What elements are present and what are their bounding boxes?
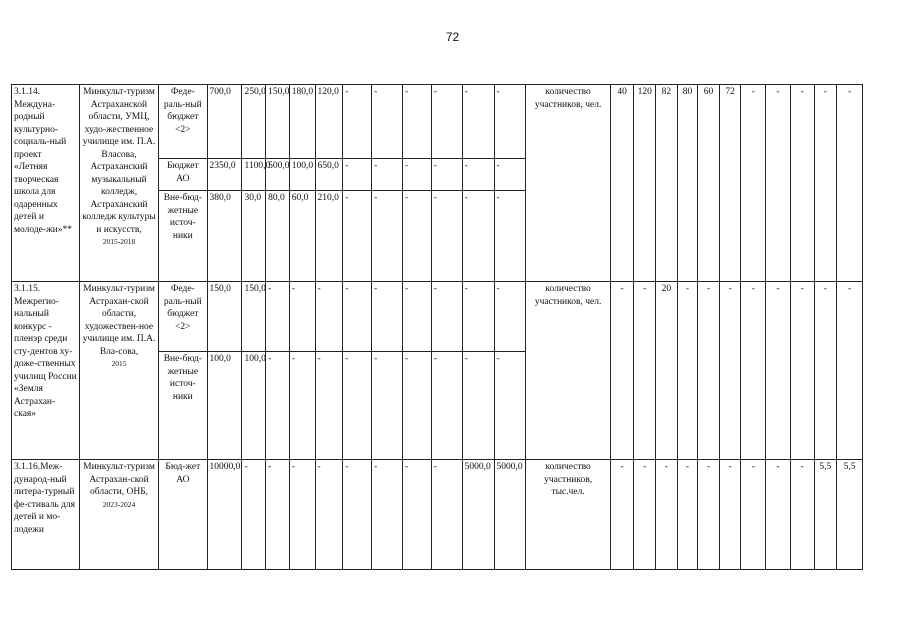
funding-value: - xyxy=(494,191,526,282)
funding-value: - xyxy=(289,282,315,352)
indicator-value: - xyxy=(634,282,656,460)
funding-value: - xyxy=(462,191,494,282)
funding-value: 80,0 xyxy=(266,191,290,282)
funding-value: - xyxy=(266,282,290,352)
measure-name: 3.1.16.Меж-дународ-ный литера-турный фе-стиваль для детей и мо-лодежи xyxy=(12,460,80,570)
indicator-value: 5,5 xyxy=(837,460,863,570)
funding-value: - xyxy=(402,159,431,191)
funding-value: - xyxy=(266,352,290,460)
funding-value: 180,0 xyxy=(289,85,315,159)
indicator-name: количество участников, чел. xyxy=(526,85,610,282)
indicator-value: - xyxy=(766,282,791,460)
indicator-value: - xyxy=(741,282,766,460)
indicator-value: - xyxy=(698,282,720,460)
indicator-value: - xyxy=(741,460,766,570)
measure-name: 3.1.15. Межрегио-нальный конкурс - пленэр среди сту-дентов ху-доже-ственных училищ России «Земля Астрахан-ская» xyxy=(12,282,80,460)
table-row xyxy=(12,282,863,352)
funding-value: 100,0 xyxy=(289,159,315,191)
funding-value: 60,0 xyxy=(289,191,315,282)
indicator-value: - xyxy=(790,85,814,282)
table-row xyxy=(12,460,863,570)
indicator-value: - xyxy=(698,460,720,570)
funding-value: 100,0 xyxy=(207,352,242,460)
funding-value: - xyxy=(343,191,372,282)
funding-value: 500,0 xyxy=(266,159,290,191)
funding-value: 210,0 xyxy=(315,191,343,282)
indicator-value: 5,5 xyxy=(814,460,837,570)
funding-value: 1100,0 xyxy=(242,159,266,191)
funding-value: 650,0 xyxy=(315,159,343,191)
funding-value: 100,0 xyxy=(242,352,266,460)
indicator-value: 120 xyxy=(634,85,656,282)
funding-value: - xyxy=(315,352,343,460)
funding-value: 700,0 xyxy=(207,85,242,159)
funding-value: - xyxy=(462,282,494,352)
indicator-name: количество участников, тыс.чел. xyxy=(526,460,610,570)
funding-value: - xyxy=(402,352,431,460)
funding-value: - xyxy=(372,159,403,191)
funding-value: - xyxy=(372,282,403,352)
funding-value: - xyxy=(315,460,343,570)
funding-value: 380,0 xyxy=(207,191,242,282)
funding-value: - xyxy=(315,282,343,352)
indicator-value: 20 xyxy=(656,282,678,460)
indicator-value: - xyxy=(741,85,766,282)
executor-cell xyxy=(79,85,158,282)
funding-value: - xyxy=(431,352,462,460)
funding-value: - xyxy=(494,352,526,460)
funding-source: Бюджет АО xyxy=(159,159,207,191)
indicator-value: - xyxy=(790,460,814,570)
funding-value: - xyxy=(343,85,372,159)
funding-value: 10000,0 xyxy=(207,460,242,570)
funding-value: - xyxy=(494,85,526,159)
indicator-value: 40 xyxy=(610,85,634,282)
indicator-value: - xyxy=(656,460,678,570)
indicator-value: - xyxy=(766,460,791,570)
funding-value: - xyxy=(462,352,494,460)
executor-years: 2015 xyxy=(111,359,127,368)
funding-value: - xyxy=(372,85,403,159)
indicator-value: - xyxy=(837,282,863,460)
funding-value: - xyxy=(494,159,526,191)
funding-value: - xyxy=(402,282,431,352)
funding-value: 120,0 xyxy=(315,85,343,159)
indicator-value: 60 xyxy=(698,85,720,282)
indicator-value: - xyxy=(610,460,634,570)
funding-value: - xyxy=(431,159,462,191)
funding-value: - xyxy=(343,159,372,191)
funding-value: 5000,0 xyxy=(494,460,526,570)
funding-value: - xyxy=(402,191,431,282)
funding-value: 5000,0 xyxy=(462,460,494,570)
indicator-value: - xyxy=(790,282,814,460)
executor-text: Минкульт-туризм Астраханской области, УМЦ, худо-жественное училище им. П.А. Власова, Астраханский музыкальный колледж, Астраханский колледж культуры и искусств, xyxy=(82,87,156,235)
funding-value: - xyxy=(462,159,494,191)
funding-value: - xyxy=(242,460,266,570)
funding-source: Вне-бюд-жетные источ-ники xyxy=(159,352,207,460)
indicator-value: - xyxy=(610,282,634,460)
indicator-value: 72 xyxy=(719,85,741,282)
funding-value: - xyxy=(402,85,431,159)
funding-value: - xyxy=(289,352,315,460)
executor-text: Минкульт-туризм Астрахан-ской области, художествен-ное училище им. П.А. Вла-сова, xyxy=(82,284,156,357)
program-table xyxy=(11,84,863,570)
funding-value: 30,0 xyxy=(242,191,266,282)
table-row xyxy=(12,85,863,159)
funding-value: - xyxy=(266,460,290,570)
funding-value: - xyxy=(289,460,315,570)
funding-value: - xyxy=(494,282,526,352)
indicator-value: - xyxy=(677,460,698,570)
funding-value: - xyxy=(372,460,403,570)
indicator-value: - xyxy=(677,282,698,460)
funding-value: - xyxy=(343,352,372,460)
funding-value: 150,0 xyxy=(266,85,290,159)
funding-value: - xyxy=(372,352,403,460)
funding-value: - xyxy=(431,282,462,352)
indicator-value: - xyxy=(719,460,741,570)
funding-value: - xyxy=(343,460,372,570)
page-number: 72 xyxy=(445,30,460,44)
executor-cell xyxy=(79,282,158,460)
funding-value: 250,0 xyxy=(242,85,266,159)
funding-value: - xyxy=(372,191,403,282)
indicator-value: - xyxy=(837,85,863,282)
executor-text: Минкульт-туризм Астрахан-ской области, ОНБ, xyxy=(83,462,155,497)
funding-source: Бюд-жет АО xyxy=(159,460,207,570)
funding-value: - xyxy=(431,85,462,159)
indicator-name: количество участников, чел. xyxy=(526,282,610,460)
indicator-value: - xyxy=(634,460,656,570)
funding-value: - xyxy=(462,85,494,159)
executor-cell xyxy=(79,460,158,570)
funding-value: - xyxy=(431,460,462,570)
indicator-value: 82 xyxy=(656,85,678,282)
funding-source: Феде-раль-ный бюджет <2> xyxy=(159,85,207,159)
measure-name: 3.1.14. Междуна-родный культурно-социаль-ный проект «Летняя творческая школа для одаренных детей и молоде-жи»** xyxy=(12,85,80,282)
funding-value: - xyxy=(431,191,462,282)
funding-value: - xyxy=(402,460,431,570)
executor-years: 2015-2018 xyxy=(102,237,136,246)
funding-source: Феде-раль-ный бюджет <2> xyxy=(159,282,207,352)
funding-source: Вне-бюд-жетные источ-ники xyxy=(159,191,207,282)
indicator-value: 80 xyxy=(677,85,698,282)
funding-value: 150,0 xyxy=(242,282,266,352)
executor-years: 2023-2024 xyxy=(102,499,136,509)
funding-value: 150,0 xyxy=(207,282,242,352)
indicator-value: - xyxy=(814,85,837,282)
indicator-value: - xyxy=(719,282,741,460)
funding-value: - xyxy=(343,282,372,352)
indicator-value: - xyxy=(766,85,791,282)
funding-value: 2350,0 xyxy=(207,159,242,191)
indicator-value: - xyxy=(814,282,837,460)
